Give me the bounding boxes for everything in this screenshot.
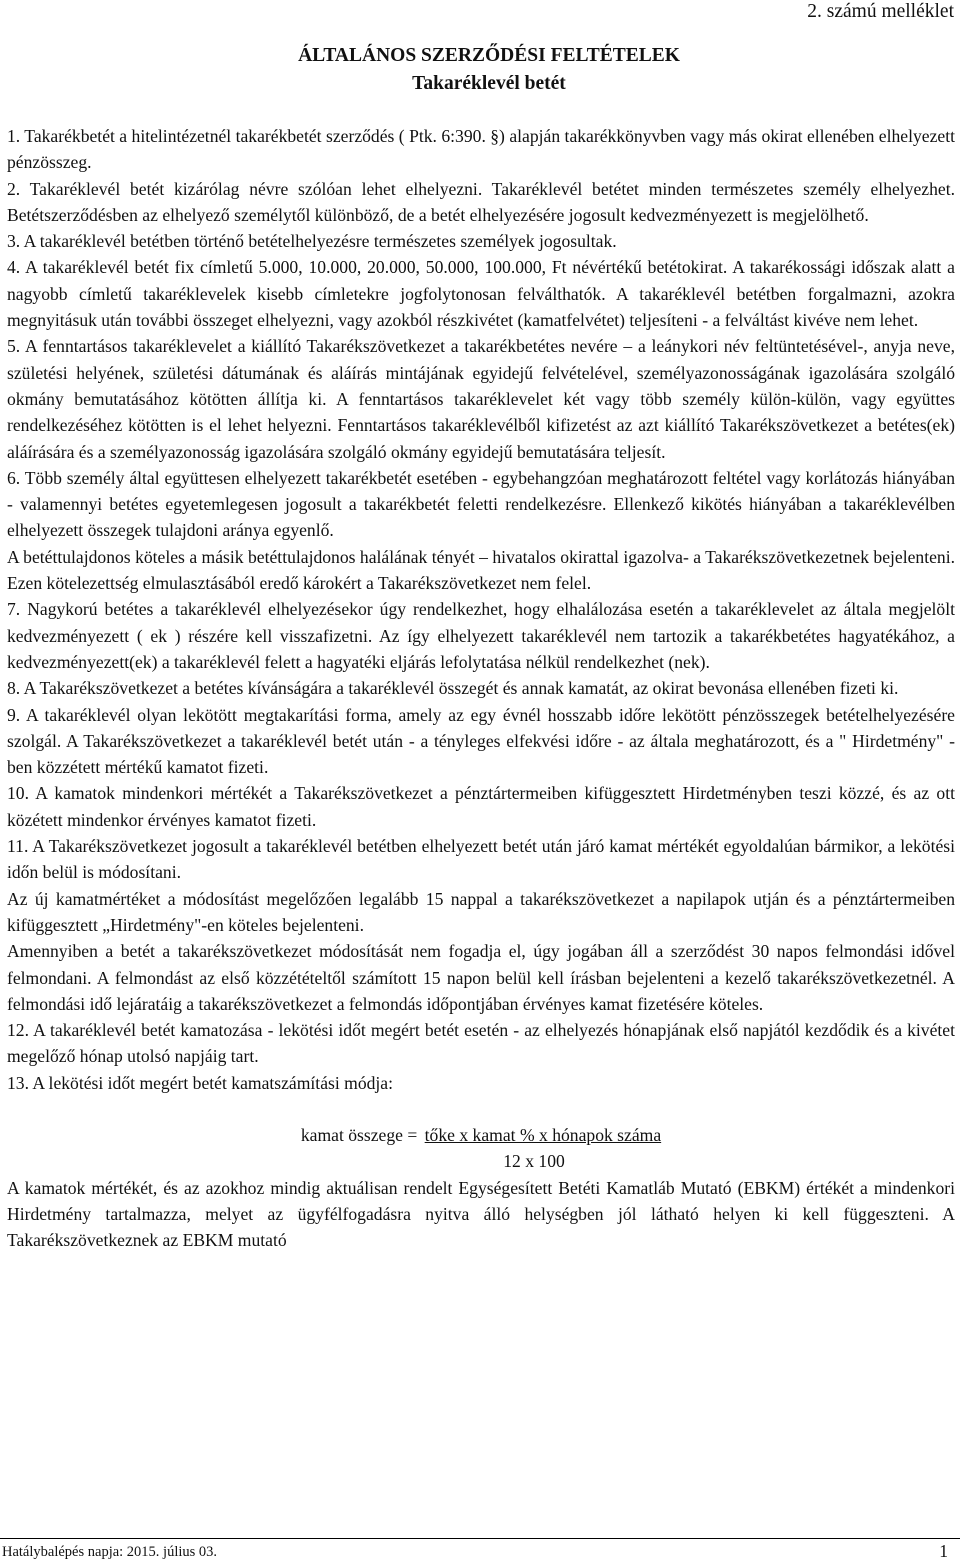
clause-7: 7. Nagykorú betétes a takaréklevél elhelyezésekor úgy rendelkezhet, hogy elhalálozása esetén a takaréklevelet az általa megjelölt kedvezményezett ( ek ) részére kell visszafizetni. Az így elhelyezett takaréklevél nem tartozik a takarékbetétes hagyatékához, a kedvezményezett(ek) a takaréklevél felett a hagyatéki eljárás lefolytatása nélkül rendelkezhet (nek). xyxy=(7,599,955,672)
clause-9: 9. A takaréklevél olyan lekötött megtakarítási forma, amely az egy évnél hosszabb időre lekötött pénzösszegek betételhelyezésére szolgál. A Takarékszövetkezet a takaréklevél betét után - a tényleges elfekvési időre - az általa meghatározott, és a " Hirdetmény" - ben közzétett mértékű kamatot fizeti. xyxy=(7,704,955,778)
clause-6: 6. Több személy által együttesen elhelyezett takarékbetét esetében - egybehangzóan meghatározott feltétel vagy korlátozás hiányában - valamennyi betétes egyetemlegesen jogosult a takarékbetét feletti rendelkezésre. Ellenkező kikötés hiányában a takaréklevélben elhelyezett összegek tulajdoni aránya egyenlő. xyxy=(7,467,955,541)
clause-13: 13. A lekötési időt megért betét kamatszámítási módja: xyxy=(7,1072,393,1093)
document-subtitle: Takaréklevél betét xyxy=(412,73,566,94)
annex-label: 2. számú melléklet xyxy=(807,1,954,22)
clause-3: 3. A takaréklevél betétben történő betételhelyezésre természetes személyek jogosultak. xyxy=(7,231,617,252)
clause-1: 1. Takarékbetét a hitelintézetnél takarékbetét szerződés ( Ptk. 6:390. §) alapján takarékkönyvben vagy más okirat ellenében elhelyezett pénzösszeg. xyxy=(7,126,955,173)
clause-11-termination: Amennyiben a betét a takarékszövetkezet módosítását nem fogadja el, úgy jogában áll a szerződést 30 napos felmondási idővel felmondani. A felmondást az első közzétételtől számított 15 napon belül kell írásban bejelenteni a kezelő takarékszövetkezetnél. A felmondási idő lejáratáig a takarékszövetkezet a felmondás időpontjában érvényes kamat fizetésére köteles. xyxy=(7,941,955,1014)
formula-denominator: 12 x 100 xyxy=(503,1151,565,1172)
clause-2: 2. Takaréklevél betét kizárólag névre szólóan lehet elhelyezni. Takaréklevél betétet minden természetes személy elhelyezhet. Betétszerződésben az elhelyező személytől különböző, de a betét elhelyezésére jogosult kedvezményezett is megjelölhető. xyxy=(7,178,955,225)
formula-numerator: tőke x kamat % x hónapok száma xyxy=(424,1124,662,1145)
document-body xyxy=(7,123,955,1253)
footer-effective-date: Hatálybalépés napja: 2015. július 03. xyxy=(2,1544,218,1560)
clause-11-notice: Az új kamatmértéket a módosítást megelőzően legalább 15 nappal a takarékszövetkezet a napilapok utján és a pénztártermeiben kifüggesztett „Hirdetmény"-en köteles bejelenteni. xyxy=(7,888,955,935)
clause-11: 11. A Takarékszövetkezet jogosult a takaréklevél betétben elhelyezett betét után járó kamat mértékét egyoldalúan bármikor, a lekötési időn belül is módosítani. xyxy=(7,836,955,883)
document-title: ÁLTALÁNOS SZERZŐDÉSI FELTÉTELEK xyxy=(298,45,680,66)
clause-10: 10. A kamatok mindenkori mértékét a Takarékszövetkezet a pénztártermeiben kifüggesztett Hirdetményben teszi közzé, és az ott közétett mindenkor érvényes kamatot fizeti. xyxy=(7,783,955,830)
interest-formula xyxy=(7,1122,955,1148)
clause-5: 5. A fenntartásos takaréklevelet a kiállító Takarékszövetkezet a takarékbetétes nevére – a leánykori név feltüntetésével-, anyja neve, születési helyének, születési dátumának és aláírás mintájának egyidejű felvételével, személyazonosságának igazolására szolgáló okmány bemutatásához kötötten állítja ki. A fenntartásos takaréklevelet két vagy több személy külön-külön, vagy együttes rendelkezéséhez kötötten is el lehet helyezni. Fenntartásos takaréklevélből kifizetést az azt kiállító Takarékszövetkezet a betétes(ek) aláírására és a személyazonosság igazolására szolgáló okmány egyidejű bemutatására teljesít. xyxy=(7,336,955,462)
page-number: 1 xyxy=(939,1541,948,1561)
clause-6-continued: A betéttulajdonos köteles a másik betéttulajdonos halálának tényét – hivatalos okirattal igazolva- a Takarékszövetkezetnek bejelenteni. Ezen kötelezettség elmulasztásából eredő károkért a Takarékszövetkezet nem felel. xyxy=(7,546,955,594)
closing-paragraph: A kamatok mértékét, és az azokhoz mindig aktuálisan rendelt Egységesített Betéti Kamatláb Mutató (EBKM) értékét a mindenkori Hirdetmény tartalmazza, melyet az ügyfélfogadásra nyitva álló helységben jól látható helyen ki kell függeszteni. A Takarékszövetkeznek az EBKM mutató xyxy=(7,1177,955,1251)
clause-12: 12. A takaréklevél betét kamatozása - lekötési időt megért betét esetén - az elhelyezés hónapjának első napjától kezdődik és a kivétet megelőző hónap utolsó napjáig tart. xyxy=(7,1020,955,1067)
footer-divider xyxy=(0,1538,960,1539)
clause-4: 4. A takaréklevél betét fix címletű 5.000, 10.000, 20.000, 50.000, 100.000, Ft névértékű betétokirat. A takarékossági időszak alatt a nagyobb címletű takaréklevelek kisebb címletekre jogfolytonosan felválthatók. A takaréklevél betétben forgalmazni, azokra megnyitásuk után további összeget elhelyezni, vagy azokból részkivétet (kamatfelvétet) teljesíteni - a felváltást kivéve nem lehet. xyxy=(7,257,955,331)
formula-lhs: kamat összege = xyxy=(300,1124,418,1145)
clause-8: 8. A Takarékszövetkezet a betétes kívánságára a takaréklevél összegét és annak kamatát, az okirat bevonása ellenében fizeti ki. xyxy=(7,678,899,699)
